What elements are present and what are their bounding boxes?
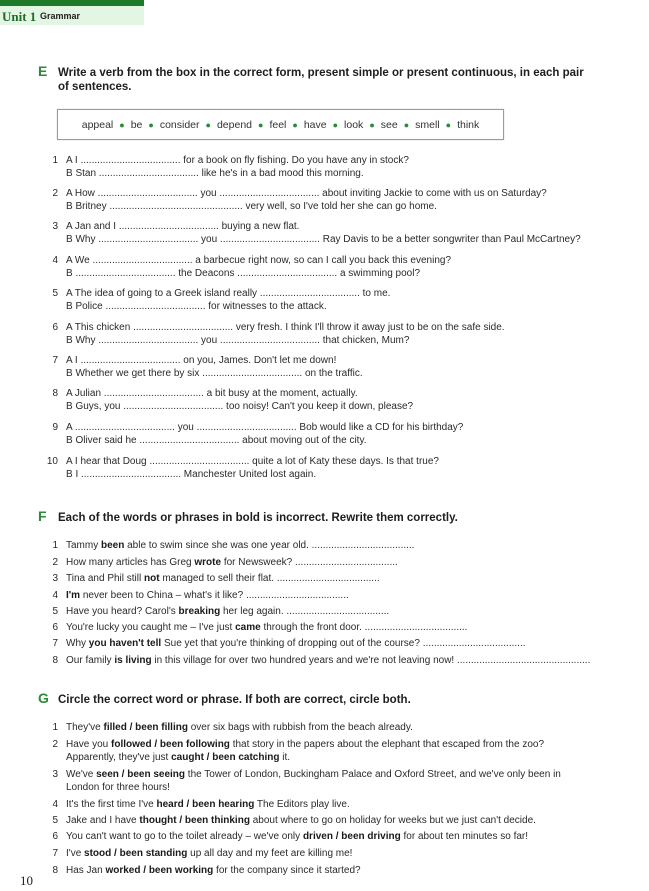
line-a: A I hear that Doug .................................... quite a lot of Katy these days. Is that true? bbox=[66, 456, 439, 467]
item-number: 4 bbox=[52, 799, 58, 810]
text: It's the first time I've bbox=[66, 799, 157, 810]
exercise-item bbox=[46, 288, 636, 314]
item-number: 2 bbox=[52, 739, 58, 750]
line-a: A Jan and I .................................... buying a new flat. bbox=[66, 221, 300, 232]
line-a: A The idea of going to a Greek island really .................................... to me. bbox=[66, 288, 391, 299]
line-a: A This chicken .................................... very fresh. I think I'll throw it away just to be on the safe side. bbox=[66, 322, 505, 333]
exercise-item bbox=[46, 355, 636, 381]
line-b: B Why .................................... you .................................... Ray Davis to be a better songwriter than Paul McCartney? bbox=[66, 233, 581, 245]
item-number: 9 bbox=[52, 422, 58, 433]
text: managed to sell their flat. ..................................... bbox=[159, 573, 380, 584]
sentence bbox=[66, 590, 349, 603]
sentence-continued bbox=[66, 782, 561, 795]
verb-option: feel bbox=[269, 118, 287, 131]
text: for about ten minutes so far! bbox=[400, 831, 529, 842]
item-body bbox=[66, 606, 389, 619]
text: Tammy bbox=[66, 540, 101, 551]
item-body bbox=[66, 848, 352, 861]
bold-phrase: is living bbox=[114, 655, 152, 666]
item-number: 2 bbox=[52, 557, 58, 568]
bullet-separator: ● bbox=[445, 119, 452, 130]
unit-section-label: Grammar bbox=[40, 11, 81, 21]
text: in this village for over two hundred years and we're not leaving now! ................................................ bbox=[151, 655, 591, 666]
text: able to swim since she was one year old. ..................................... bbox=[124, 540, 415, 551]
sentence bbox=[66, 540, 414, 553]
item-number: 8 bbox=[52, 865, 58, 876]
item-body bbox=[66, 388, 413, 413]
item-body bbox=[66, 557, 398, 570]
item-body bbox=[66, 456, 439, 481]
sentence bbox=[66, 655, 590, 668]
bullet-separator: ● bbox=[258, 119, 264, 130]
item-body bbox=[66, 865, 361, 878]
sentence bbox=[66, 848, 352, 861]
item-body bbox=[66, 288, 390, 313]
section-e-instruction bbox=[58, 66, 584, 94]
bold-phrase: caught / been catching bbox=[171, 751, 280, 763]
line-a: A .................................... you .................................... Bob would like a CD for his birthday? bbox=[66, 422, 464, 433]
item-number: 4 bbox=[52, 255, 58, 266]
line-a: A I .................................... for a book on fly fishing. Do you have any in stock? bbox=[66, 155, 409, 166]
text: You can't want to go to the toilet already – we've only bbox=[66, 831, 303, 842]
text: We've bbox=[66, 769, 97, 780]
item-number: 8 bbox=[52, 655, 58, 666]
text: Have you bbox=[66, 739, 112, 750]
bullet-separator: ● bbox=[148, 119, 154, 130]
item-body bbox=[66, 590, 349, 603]
text: it. bbox=[279, 751, 291, 763]
sentence bbox=[66, 557, 398, 570]
text: over six bags with rubbish from the beach already. bbox=[187, 722, 413, 733]
line-b: B Stan .................................... like he's in a bad mood this morning. bbox=[66, 167, 364, 179]
bullet-separator: ● bbox=[292, 119, 298, 130]
bold-phrase: thought / been thinking bbox=[139, 815, 250, 826]
item-number: 4 bbox=[52, 590, 58, 601]
item-body bbox=[66, 540, 414, 553]
text: London for three hours! bbox=[66, 781, 170, 793]
line-a: A How .................................... you .................................... about inviting Jackie to come with us on Saturday? bbox=[66, 188, 547, 199]
item-body bbox=[66, 831, 528, 844]
item-number: 1 bbox=[52, 155, 58, 166]
item-number: 3 bbox=[52, 769, 58, 780]
sentence bbox=[66, 769, 561, 782]
text: Why bbox=[66, 638, 89, 649]
verb-option: have bbox=[303, 118, 327, 131]
text: They've bbox=[66, 722, 104, 733]
text: up all day and my feet are killing me! bbox=[187, 848, 353, 859]
item-number: 7 bbox=[52, 848, 58, 859]
text: Sue yet that you're thinking of dropping out of the course? ..................................... bbox=[161, 638, 526, 649]
exercise-item bbox=[46, 322, 636, 348]
bold-phrase: driven / been driving bbox=[302, 831, 401, 842]
exercise-item bbox=[46, 255, 636, 281]
section-g-instruction: Circle the correct word or phrase. If both are correct, circle both. bbox=[58, 694, 411, 706]
bold-phrase: I'm bbox=[66, 590, 81, 601]
sentence bbox=[66, 739, 544, 752]
bold-phrase: seen / been seeing bbox=[96, 769, 186, 780]
item-number: 5 bbox=[52, 606, 58, 617]
text: about where to go on holiday for weeks but we just can't decide. bbox=[249, 815, 536, 826]
sentence bbox=[66, 573, 380, 586]
text: for the company since it started? bbox=[213, 865, 361, 876]
line-a: A We .................................... a barbecue right now, so can I call you back this evening? bbox=[66, 255, 452, 266]
bullet-separator: ● bbox=[205, 119, 211, 130]
item-number: 5 bbox=[52, 815, 58, 826]
sentence bbox=[66, 722, 413, 735]
bold-phrase: you haven't tell bbox=[88, 638, 162, 649]
exercise-item bbox=[46, 388, 636, 414]
item-body bbox=[66, 769, 561, 794]
item-body bbox=[66, 221, 581, 246]
sentence bbox=[66, 831, 528, 844]
bold-phrase: filled / been filling bbox=[103, 722, 188, 733]
sentence bbox=[66, 799, 350, 812]
exercise-item bbox=[46, 456, 636, 482]
text: that story in the papers about the elephant that escaped from the zoo? bbox=[229, 739, 545, 750]
exercise-item bbox=[46, 188, 636, 214]
line-b: B Whether we get there by six .................................... on the traffic. bbox=[66, 367, 363, 379]
line-b: B Britney ................................................ very well, so I've told her she can go home. bbox=[66, 200, 437, 212]
item-number: 7 bbox=[52, 355, 58, 366]
section-f-letter: F bbox=[38, 508, 47, 524]
item-body bbox=[66, 573, 380, 586]
verb-option: smell bbox=[415, 118, 440, 131]
bold-phrase: not bbox=[144, 573, 160, 584]
item-body bbox=[66, 188, 547, 213]
text: You're lucky you caught me – I've just bbox=[66, 622, 236, 633]
verb-option: see bbox=[380, 118, 398, 131]
bold-phrase: stood / been standing bbox=[84, 848, 188, 859]
instruction-line: of sentences. bbox=[58, 81, 132, 93]
bullet-separator: ● bbox=[403, 119, 410, 130]
item-number: 3 bbox=[52, 221, 58, 232]
text: Have you heard? Carol's bbox=[66, 606, 179, 617]
line-b: B Police .................................... for witnesses to the attack. bbox=[66, 300, 327, 312]
section-g-letter: G bbox=[38, 690, 49, 706]
bold-phrase: heard / been hearing bbox=[156, 799, 255, 810]
item-number: 1 bbox=[52, 540, 58, 551]
sentence-continued bbox=[66, 752, 544, 765]
bullet-separator: ● bbox=[332, 119, 339, 130]
verb-option: think bbox=[457, 118, 480, 131]
bullet-separator: ● bbox=[369, 119, 375, 130]
exercise-item bbox=[46, 155, 636, 181]
text: Our family bbox=[66, 655, 115, 666]
text: How many articles has Greg bbox=[66, 557, 195, 568]
sentence bbox=[66, 606, 389, 619]
verb-option: look bbox=[344, 118, 364, 131]
item-body bbox=[66, 255, 451, 280]
item-body bbox=[66, 638, 526, 651]
line-b: B Why .................................... you .................................... that chicken, Mum? bbox=[66, 334, 410, 346]
verb-box bbox=[57, 109, 504, 140]
item-body bbox=[66, 622, 467, 635]
item-number: 1 bbox=[52, 722, 58, 733]
bold-phrase: wrote bbox=[194, 557, 222, 568]
text: Jake and I have bbox=[66, 815, 140, 826]
line-b: B .................................... the Deacons .................................... a swimming pool? bbox=[66, 267, 421, 279]
text: the Tower of London, Buckingham Palace and Oxford Street, and we've only been in bbox=[185, 769, 561, 780]
page-number: 10 bbox=[20, 873, 33, 888]
item-number: 10 bbox=[46, 456, 58, 467]
item-number: 6 bbox=[52, 622, 58, 633]
line-b: B Guys, you .................................... too noisy! Can't you keep it down, please? bbox=[66, 400, 414, 412]
sentence bbox=[66, 622, 467, 635]
item-number: 6 bbox=[52, 322, 58, 333]
text: The Editors play live. bbox=[254, 799, 350, 810]
text: Apparently, they've just bbox=[66, 751, 172, 763]
item-body bbox=[66, 739, 544, 764]
item-body bbox=[66, 355, 363, 380]
verb-option: appeal bbox=[81, 118, 114, 131]
item-body bbox=[66, 155, 409, 180]
bold-phrase: worked / been working bbox=[105, 865, 214, 876]
instruction-line: Write a verb from the box in the correct form, present simple or present continuous, in each pair bbox=[58, 67, 584, 79]
line-a: A I .................................... on you, James. Don't let me down! bbox=[66, 355, 337, 366]
bullet-separator: ● bbox=[119, 119, 125, 130]
unit-label: Unit 1 bbox=[2, 9, 37, 24]
sentence bbox=[66, 638, 526, 651]
item-body bbox=[66, 655, 590, 668]
text: through the front door. ..................................... bbox=[260, 622, 468, 633]
item-number: 3 bbox=[52, 573, 58, 584]
item-body bbox=[66, 422, 463, 447]
text: for Newsweek? ..................................... bbox=[221, 557, 398, 568]
item-body bbox=[66, 815, 536, 828]
verb-option: depend bbox=[216, 118, 253, 131]
verb-option: consider bbox=[159, 118, 200, 131]
verb-option: be bbox=[130, 118, 143, 131]
text: her leg again. ..................................... bbox=[220, 606, 390, 617]
item-number: 8 bbox=[52, 388, 58, 399]
text: I've bbox=[66, 848, 85, 859]
bold-phrase: breaking bbox=[178, 606, 221, 617]
item-number: 5 bbox=[52, 288, 58, 299]
bold-phrase: been bbox=[101, 540, 125, 551]
item-body bbox=[66, 799, 350, 812]
line-a: A Julian .................................... a bit busy at the moment, actually. bbox=[66, 388, 358, 399]
exercise-item bbox=[46, 422, 636, 448]
bold-phrase: followed / been following bbox=[111, 739, 230, 750]
line-b: B I .................................... Manchester United lost again. bbox=[66, 468, 317, 480]
sentence bbox=[66, 815, 536, 828]
section-e-letter: E bbox=[38, 63, 48, 79]
text: Has Jan bbox=[66, 865, 106, 876]
exercise-item bbox=[46, 221, 636, 247]
item-number: 2 bbox=[52, 188, 58, 199]
sentence bbox=[66, 865, 361, 878]
item-number: 7 bbox=[52, 638, 58, 649]
item-body bbox=[66, 322, 505, 347]
item-number: 6 bbox=[52, 831, 58, 842]
item-body bbox=[66, 722, 413, 735]
text: never been to China – what's it like? ..................................... bbox=[80, 590, 349, 601]
text: Tina and Phil still bbox=[66, 573, 144, 584]
section-f-instruction: Each of the words or phrases in bold is incorrect. Rewrite them correctly. bbox=[58, 512, 458, 524]
line-b: B Oliver said he .................................... about moving out of the city. bbox=[66, 434, 367, 446]
bold-phrase: came bbox=[235, 622, 261, 633]
